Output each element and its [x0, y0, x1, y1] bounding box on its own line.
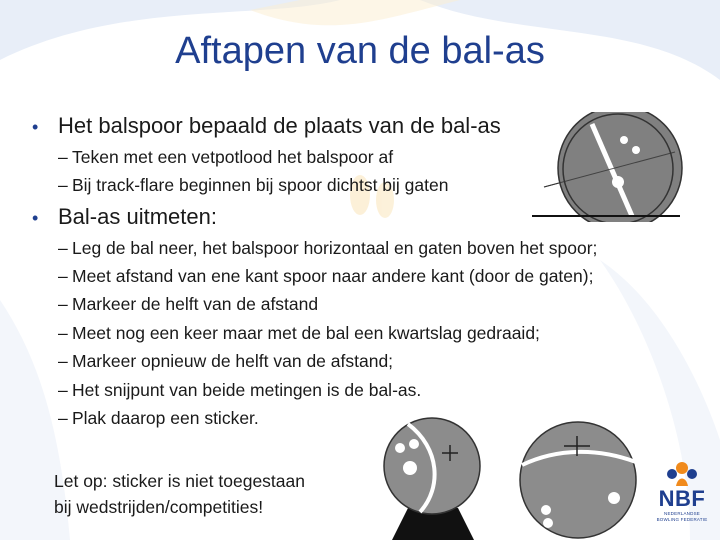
bowling-ball-axis-icon — [518, 410, 640, 540]
dash-marker: – — [58, 408, 68, 428]
bullet-text: Het balspoor bepaald de plaats van de bal-as — [58, 113, 501, 138]
sub-item-text: Markeer opnieuw de helft van de afstand; — [72, 351, 394, 371]
dash-marker: – — [58, 175, 68, 195]
logo-subtitle-line2: BOWLING FEDERATIE — [656, 517, 708, 522]
sub-item-text: Meet afstand van ene kant spoor naar andere kant (door de gaten); — [72, 266, 594, 286]
dash-marker: – — [58, 238, 68, 258]
sub-item — [58, 408, 259, 429]
bullet-track-position — [32, 113, 501, 139]
sticker-warning-note — [54, 468, 305, 520]
sub-item — [58, 294, 318, 315]
sub-item — [58, 238, 597, 259]
dash-marker: – — [58, 147, 68, 167]
sub-item — [58, 323, 540, 344]
dash-marker: – — [58, 380, 68, 400]
sub-item — [58, 175, 448, 196]
bullet-measure-axis — [32, 204, 217, 230]
logo-subtitle-line1: NEDERLANDSE — [664, 511, 700, 516]
note-line: bij wedstrijden/competities! — [54, 497, 264, 517]
bullet-marker: • — [32, 208, 39, 228]
slide-title: Aftapen van de bal-as — [175, 30, 545, 72]
dash-marker: – — [58, 266, 68, 286]
sub-item — [58, 380, 421, 401]
bullet-text: Bal-as uitmeten: — [58, 204, 217, 229]
nbf-logo — [652, 460, 712, 524]
dash-marker: – — [58, 294, 68, 314]
bowling-ball-stand-icon — [380, 408, 485, 540]
bowling-ball-track-icon — [530, 112, 685, 222]
sub-item-text: Het snijpunt van beide metingen is de bal-as. — [72, 380, 422, 400]
sub-item-text: Teken met een vetpotlood het balspoor af — [72, 147, 394, 167]
dash-marker: – — [58, 351, 68, 371]
sub-item — [58, 147, 393, 168]
logo-text: NBF — [658, 486, 706, 511]
sub-item-text: Bij track-flare beginnen bij spoor dichtst bij gaten — [72, 175, 449, 195]
sub-item-text: Leg de bal neer, het balspoor horizontaal en gaten boven het spoor; — [72, 238, 598, 258]
note-line: Let op: sticker is niet toegestaan — [54, 471, 305, 491]
bullet-marker: • — [32, 117, 39, 137]
sub-item — [58, 351, 393, 372]
nbf-logo-icon — [666, 460, 698, 488]
dash-marker: – — [58, 323, 68, 343]
sub-item-text: Plak daarop een sticker. — [72, 408, 259, 428]
sub-item-text: Meet nog een keer maar met de bal een kwartslag gedraaid; — [72, 323, 540, 343]
sub-item — [58, 266, 593, 287]
sub-item-text: Markeer de helft van de afstand — [72, 294, 319, 314]
